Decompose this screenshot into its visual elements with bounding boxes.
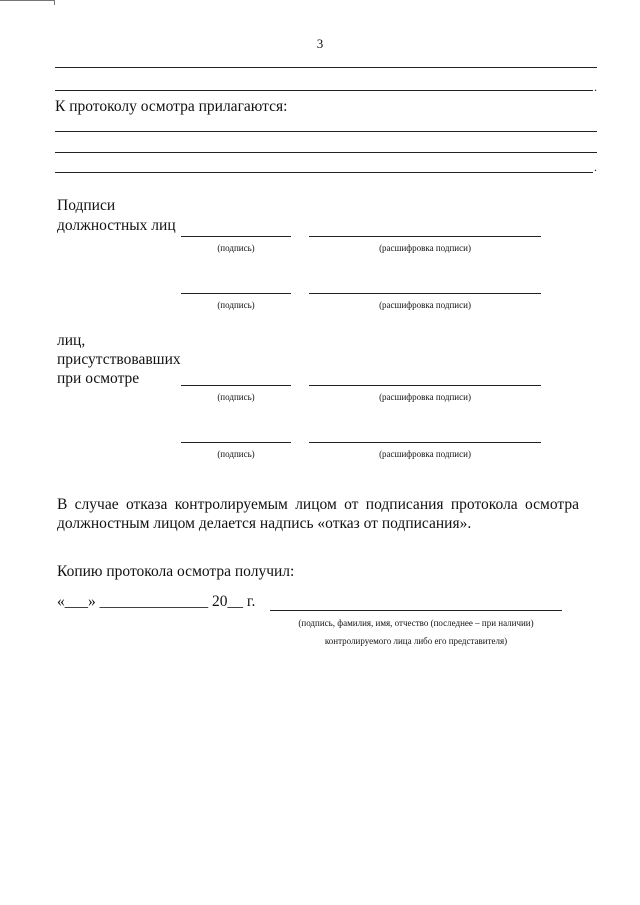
- decoding-caption: (расшифровка подписи): [379, 392, 471, 402]
- attachment-line: [55, 131, 597, 132]
- decoding-line: [309, 385, 541, 386]
- blank-line: [55, 90, 593, 91]
- period-mark: .: [594, 80, 597, 94]
- signature-line: [181, 293, 291, 294]
- officials-signatures-heading: Подписи должностных лиц: [57, 197, 176, 234]
- attachments-label: К протоколу осмотра прилагаются:: [55, 98, 288, 115]
- page-number: 3: [316, 36, 324, 51]
- signature-line: [181, 442, 291, 443]
- decoding-caption: (расшифровка подписи): [379, 300, 471, 310]
- attachment-line: [55, 152, 597, 153]
- attachment-line: [55, 172, 593, 173]
- blank-line: [55, 67, 597, 68]
- signature-caption: (подпись): [217, 243, 255, 253]
- date-line: «___» ______________ 20__ г.: [57, 593, 256, 610]
- recipient-caption-line2: контролируемого лица либо его представителя): [324, 636, 508, 646]
- decoding-line: [309, 236, 541, 237]
- scan-edge-mark: [0, 0, 55, 5]
- recipient-caption-line1: (подпись, фамилия, имя, отчество (последнее – при наличии): [298, 618, 534, 628]
- decoding-line: [309, 293, 541, 294]
- signature-caption: (подпись): [217, 449, 255, 459]
- signature-line: [181, 236, 291, 237]
- signature-line: [181, 385, 291, 386]
- signature-caption: (подпись): [217, 392, 255, 402]
- recipient-signature-line: [270, 610, 562, 611]
- period-mark: .: [594, 160, 597, 174]
- decoding-caption: (расшифровка подписи): [379, 449, 471, 459]
- present-persons-heading: лиц, присутствовавших при осмотре: [57, 332, 181, 387]
- signature-caption: (подпись): [217, 300, 255, 310]
- copy-received-label: Копию протокола осмотра получил:: [57, 563, 295, 580]
- decoding-caption: (расшифровка подписи): [379, 243, 471, 253]
- refusal-note: В случае отказа контролируемым лицом от подписания протокола осмотра должностным лицом делается надпись «отказ от подписания».: [57, 496, 579, 532]
- decoding-line: [309, 442, 541, 443]
